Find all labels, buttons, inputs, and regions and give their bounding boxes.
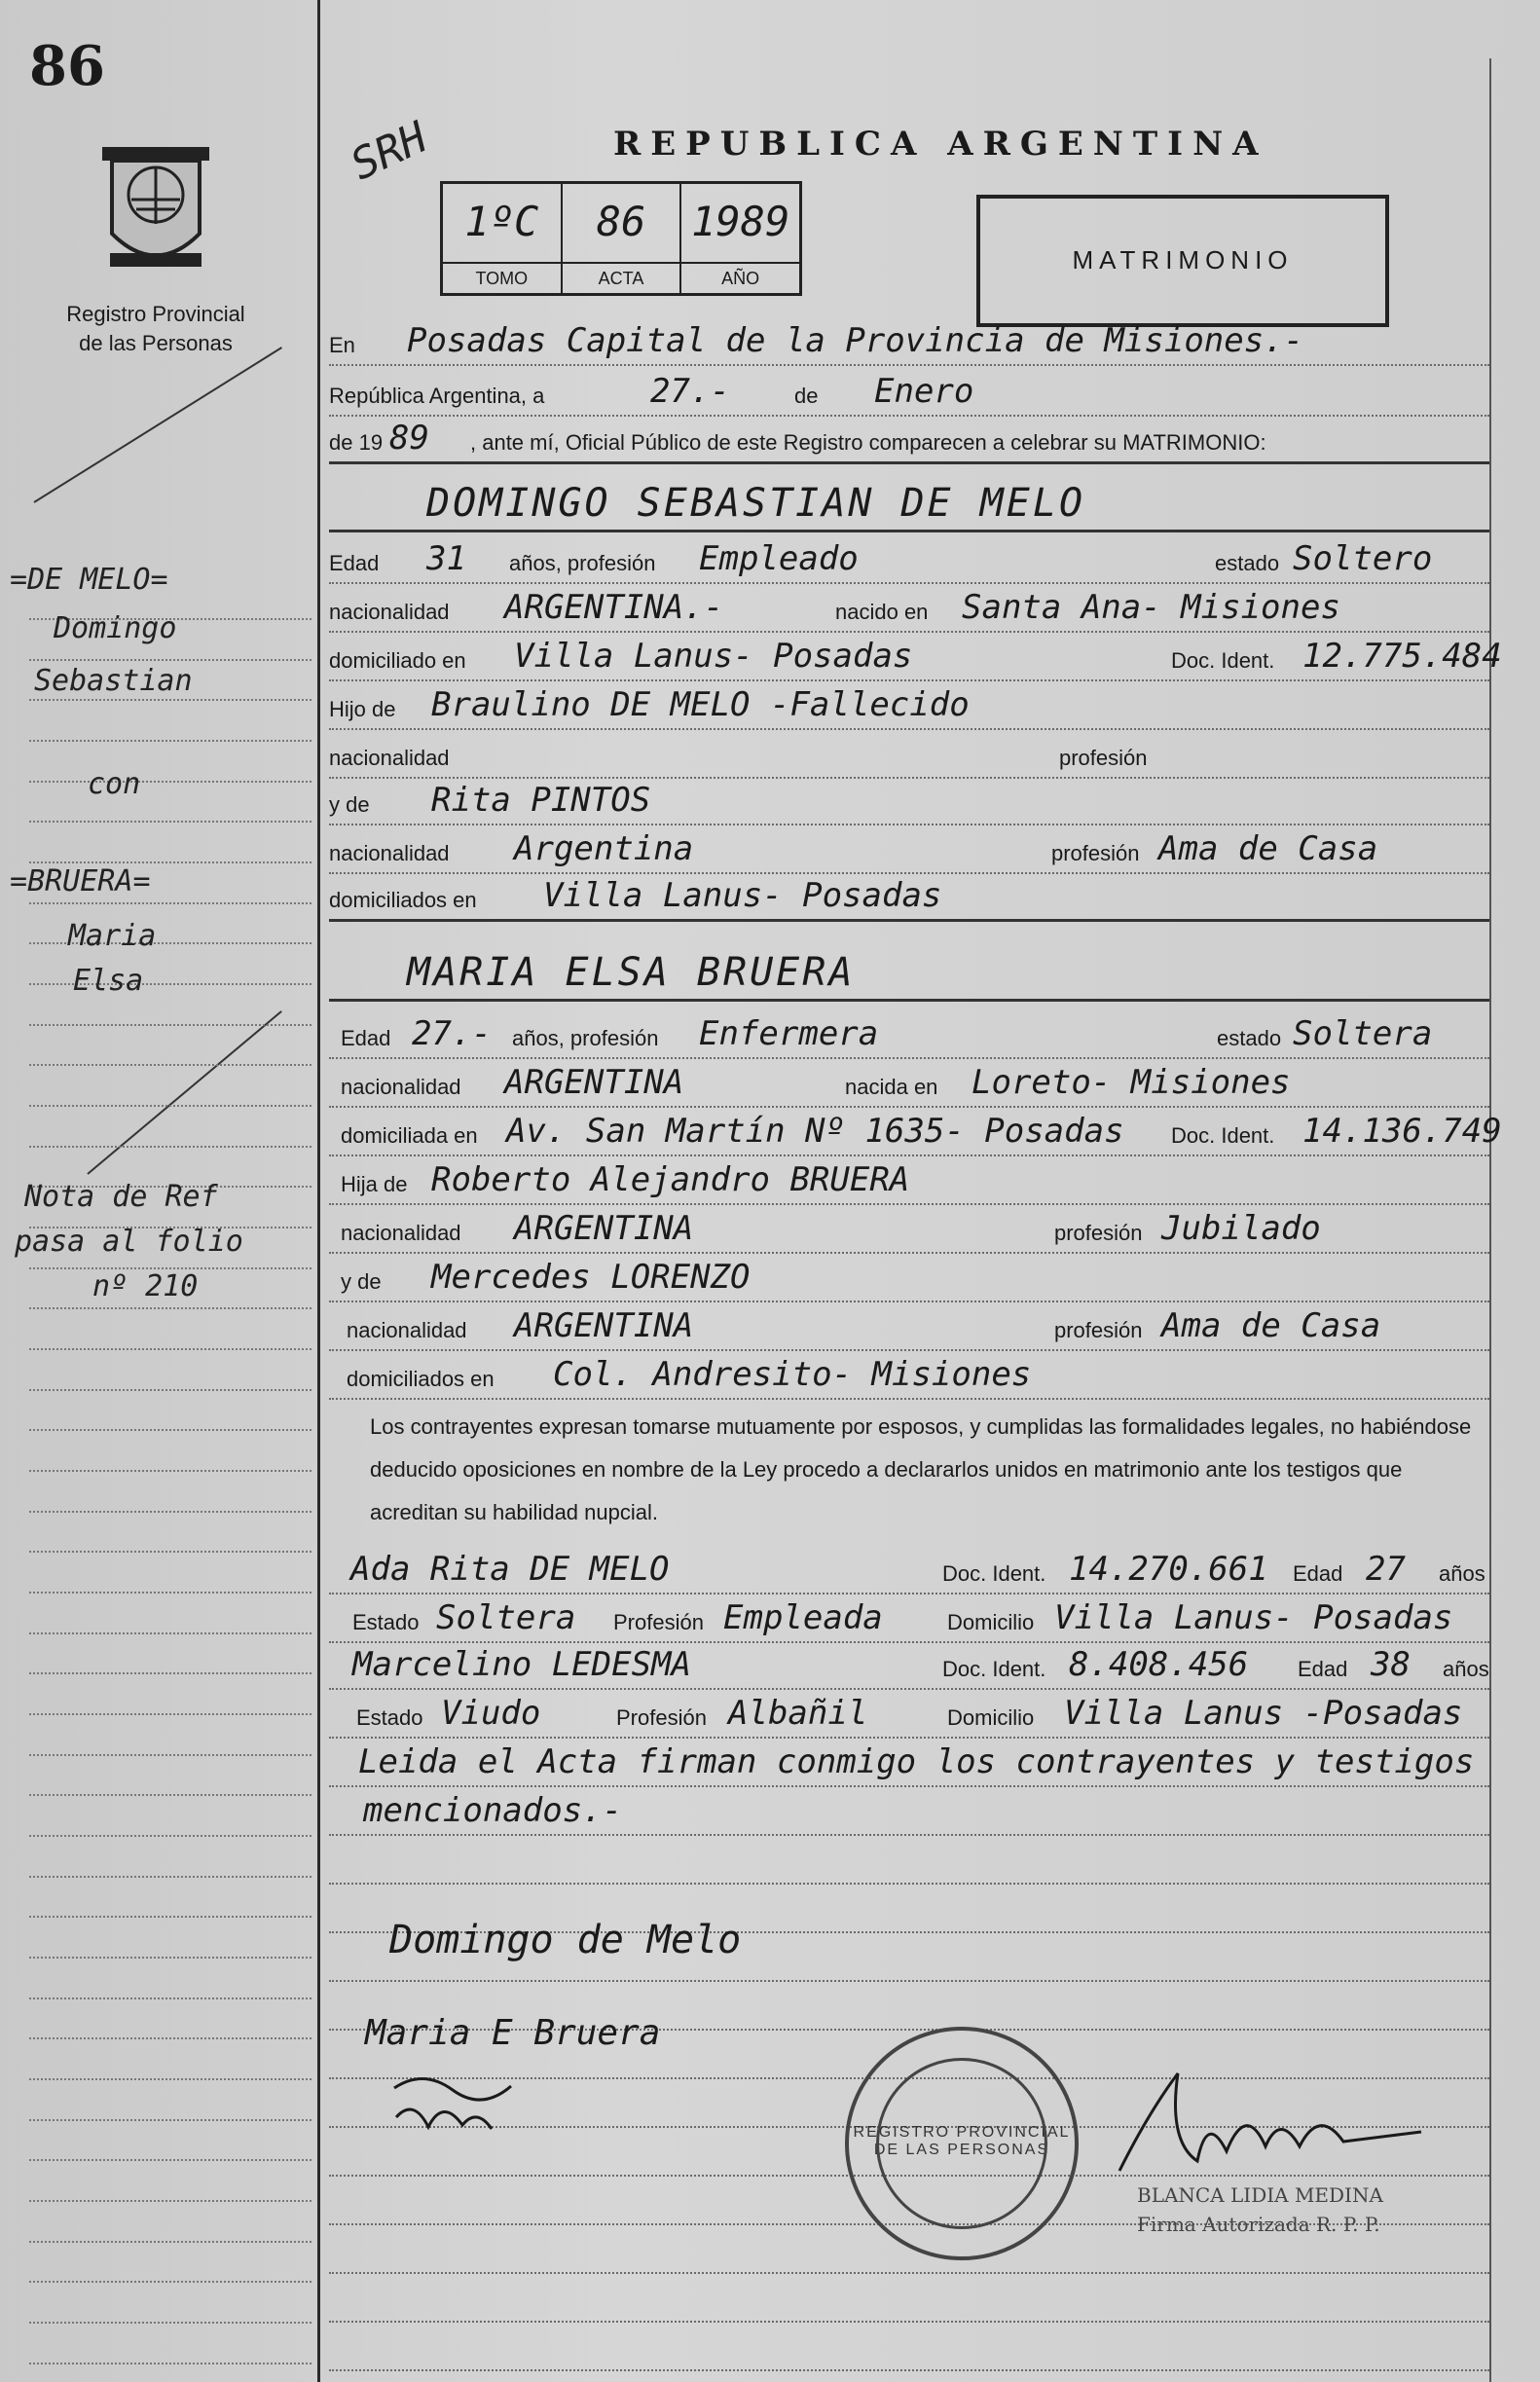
initials-mark: SRH [343, 112, 435, 191]
margin-note-line1: Nota de Ref [24, 1180, 218, 1214]
margin-divider [317, 0, 320, 2382]
margin-groom-surname: =DE MELO= [10, 563, 168, 597]
margin-rule [29, 2037, 312, 2039]
tomo-cell: 1ºC TOMO [443, 184, 563, 293]
margin-rule [29, 2363, 312, 2364]
margin-groom-given1: Domingo [54, 611, 177, 645]
margin-rule [29, 1632, 312, 1634]
groom-nationality-row: nacionalidad ARGENTINA.- nacido en Santa Ana- Misiones [329, 586, 1489, 633]
margin-rule [29, 1389, 312, 1391]
intro-place-row: En Posadas Capital de la Provincia de Misiones.- [329, 319, 1489, 366]
groom-name-row: DOMINGO SEBASTIAN DE MELO [329, 475, 1489, 532]
margin-rule [29, 821, 312, 823]
margin-con: con [88, 767, 141, 801]
provincial-crest-icon [92, 141, 219, 282]
right-border [1489, 58, 1491, 2382]
margin-rule [29, 1957, 312, 1959]
margin-bride-given2: Elsa [73, 964, 144, 998]
margin-rule [29, 2281, 312, 2283]
bride-father-nationality-row: nacionalidad ARGENTINA profesión Jubilado [329, 1207, 1489, 1254]
margin-rule [29, 1429, 312, 1431]
margin-rule [29, 699, 312, 701]
margin-rule [29, 1794, 312, 1796]
closing-row-2: mencionados.- [329, 1789, 1489, 1836]
groom-signature: Domingo de Melo [389, 1918, 742, 1962]
groom-age-row: Edad 31 años, profesión Empleado estado Soltero [329, 537, 1489, 584]
bride-name-row: MARIA ELSA BRUERA [329, 944, 1489, 1002]
margin-rule [29, 1348, 312, 1350]
margin-rule [29, 1551, 312, 1553]
margin-rule [29, 1916, 312, 1918]
witness-signatures-scribble [385, 2059, 579, 2156]
margin-rule [29, 1064, 312, 1066]
acta-cell: 86 ACTA [563, 184, 682, 293]
margin-rule [29, 1835, 312, 1837]
groom-father-nationality-row: nacionalidad profesión [329, 732, 1489, 779]
margin-rule [29, 1146, 312, 1148]
groom-address-row: domiciliado en Villa Lanus- Posadas Doc. Ident. 12.775.484 [329, 635, 1489, 681]
witness2-name-row: Marcelino LEDESMA Doc. Ident. 8.408.456 Edad 38 años [329, 1643, 1489, 1690]
margin-rule [29, 1470, 312, 1472]
bride-father-row: Hija de Roberto Alejandro BRUERA [329, 1158, 1489, 1205]
margin-bride-given1: Maria [68, 919, 157, 953]
bride-parents-address-row: domiciliados en Col. Andresito- Misiones [329, 1353, 1489, 1400]
margin-note-line3: nº 210 [92, 1269, 199, 1303]
bride-age-row: Edad 27.- años, profesión Enfermera estado Soltera [329, 1012, 1489, 1059]
blank-row [329, 1838, 1489, 1885]
groom-mother-nationality-row: nacionalidad Argentina profesión Ama de Casa [329, 827, 1489, 874]
record-reference-box [440, 181, 802, 296]
margin-rule [29, 781, 312, 783]
witness1-name-row: Ada Rita DE MELO Doc. Ident. 14.270.661 Edad 27 años [329, 1548, 1489, 1594]
margin-rule [29, 1876, 312, 1878]
witness2-details-row: Estado Viudo Profesión Albañil Domicilio Villa Lanus -Posadas [329, 1692, 1489, 1739]
margin-groom-given2: Sebastian [34, 664, 193, 698]
margin-rule [29, 1713, 312, 1715]
declaration-text: Los contrayentes expresan tomarse mutuamente por esposos, y cumplidas las formalidades legales, no habiéndose deducido oposiciones en nombre de la Ley procedo a declararlos unidos en matrimonio ante los testigos que acreditan su habilidad nupcial. [370, 1414, 1472, 1524]
margin-rule [29, 2200, 312, 2202]
bride-signature: Maria E Bruera [365, 2013, 661, 2053]
margin-rule [29, 1754, 312, 1756]
groom-parents-address-row: domiciliados en Villa Lanus- Posadas [329, 874, 1489, 922]
margin-rule [29, 1997, 312, 1999]
official-signature-scribble [1110, 2054, 1441, 2200]
margin-rule [29, 861, 312, 863]
margin-rule [29, 1672, 312, 1674]
registry-name: Registro Provincial de las Personas [66, 302, 245, 355]
intro-year-row: de 19 89 , ante mí, Oficial Público de este Registro comparecen a celebrar su MATRIMONIO: [329, 417, 1489, 464]
witness1-details-row: Estado Soltera Profesión Empleada Domicilio Villa Lanus- Posadas [329, 1596, 1489, 1643]
anio-cell: 1989 AÑO [681, 184, 799, 293]
bride-mother-row: y de Mercedes LORENZO [329, 1256, 1489, 1302]
margin-strike [33, 347, 281, 503]
folio-number: 86 [29, 34, 105, 98]
margin-rule [29, 1511, 312, 1513]
blank-row [329, 2276, 1489, 2323]
margin-strike [87, 1010, 281, 1175]
page-title: REPUBLICA ARGENTINA [613, 125, 1268, 164]
groom-father-row: Hijo de Braulino DE MELO -Fallecido [329, 683, 1489, 730]
margin-rule [29, 983, 312, 985]
margin-rule [29, 2119, 312, 2121]
bride-address-row: domiciliada en Av. San Martín Nº 1635- Posadas Doc. Ident. 14.136.749 [329, 1110, 1489, 1156]
margin-rule [29, 1592, 312, 1594]
margin-rule [29, 740, 312, 742]
intro-date-row: República Argentina, a 27.- de Enero [329, 370, 1489, 417]
bride-nationality-row: nacionalidad ARGENTINA nacida en Loreto- Misiones [329, 1061, 1489, 1108]
margin-rule [29, 902, 312, 904]
margin-rule [29, 659, 312, 661]
margin-rule [29, 2159, 312, 2161]
blank-row [329, 2325, 1489, 2371]
margin-note-line2: pasa al folio [15, 1225, 243, 1259]
margin-bride-surname: =BRUERA= [10, 864, 151, 898]
official-seal-stamp: REGISTRO PROVINCIAL DE LAS PERSONAS [845, 2027, 1079, 2260]
groom-mother-row: y de Rita PINTOS [329, 779, 1489, 825]
margin-rule [29, 1105, 312, 1107]
bride-mother-nationality-row: nacionalidad ARGENTINA profesión Ama de Casa [329, 1304, 1489, 1351]
margin-rule [29, 2241, 312, 2243]
official-name-stamp: BLANCA LIDIA MEDINA Firma Autorizada R. P. P. [1137, 2183, 1383, 2236]
margin-rule [29, 1307, 312, 1309]
document-type-box: MATRIMONIO [976, 195, 1389, 327]
margin-rule [29, 2078, 312, 2080]
margin-rule [29, 2322, 312, 2324]
margin-rule [29, 1024, 312, 1026]
closing-row-1: Leida el Acta firman conmigo los contrayentes y testigos [329, 1741, 1489, 1787]
